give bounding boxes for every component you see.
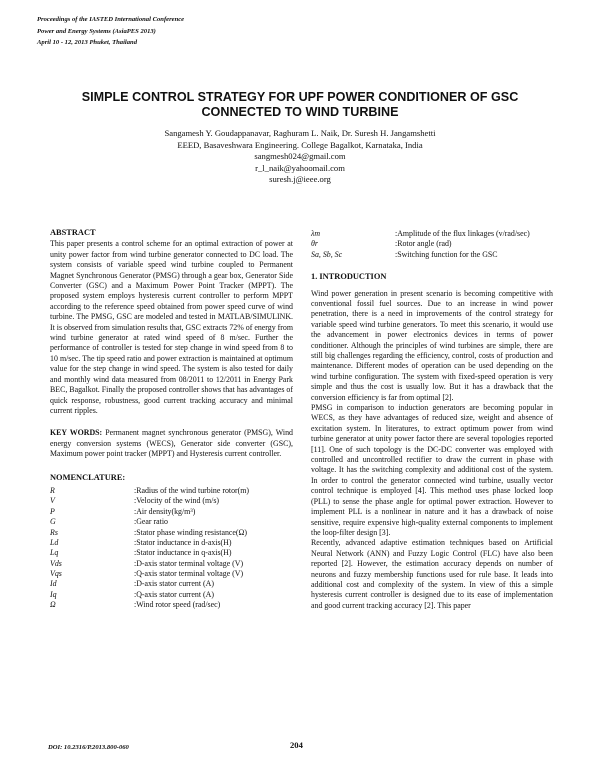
nomenclature-row [50, 590, 293, 600]
nomenclature-definition: :D-axis stator current (A) [134, 579, 214, 589]
nomenclature-definition: :Velocity of the wind (m/s) [134, 496, 220, 506]
nomenclature-symbol: Ld [50, 537, 59, 547]
nomenclature-symbol: Vqs [50, 569, 62, 579]
nomenclature-symbol: Sa, Sb, Sc [311, 249, 343, 259]
keywords-text: Permanent magnet synchronous generator (PMSG), Wind energy conversion systems (WECS), Generator side converter (GSC), Maximum power point tracker (MPPT) and Hysteresis current controller. [50, 428, 293, 459]
introduction-heading: 1. INTRODUCTION [311, 272, 387, 282]
nomenclature-row [50, 569, 293, 579]
nomenclature-definition: :Radius of the wind turbine rotor(m) [134, 485, 250, 495]
nomenclature-definition: :Wind rotor speed (rad/sec) [134, 600, 221, 610]
header-line-2: Power and Energy Systems (AsiaPES 2013) [37, 27, 156, 35]
nomenclature-definition: :Air density(kg/m³) [134, 506, 196, 516]
introduction-paragraph-3: Recently, advanced adaptive estimation techniques based on Artificial Neural Network (ANN) and Fuzzy Logic Control (FLC) have also been reported [2]. However, the estimation accuracy depends on number of neurons and fuzzy membership functions used for rule base. It leads into additional cost and complexity of the system. In view of this a simple hysteresis current controller is designed due to its ease of implementation and good current tracking accuracy [2]. This paper [311, 538, 553, 610]
author-affiliation: EEED, Basaveshwara Engineering. College Bagalkot, Karnataka, India [177, 139, 423, 150]
nomenclature-row [50, 538, 293, 548]
nomenclature-definition: :Q-axis stator terminal voltage (V) [134, 569, 244, 579]
nomenclature-row [50, 548, 293, 558]
author-names: Sangamesh Y. Goudappanavar, Raghuram L. Naik, Dr. Suresh H. Jangamshetti [164, 128, 436, 138]
nomenclature-definition: :Rotor angle (rad) [395, 239, 452, 249]
nomenclature-symbol: Id [50, 579, 57, 589]
right-column [311, 229, 553, 611]
title-line-2: CONNECTED TO WIND TURBINE [201, 105, 399, 119]
nomenclature-list [50, 486, 293, 611]
nomenclature-heading: NOMENCLATURE: [50, 472, 126, 482]
nomenclature-symbol: R [50, 485, 55, 495]
nomenclature-symbol: θr [311, 239, 318, 249]
left-column [50, 228, 293, 611]
nomenclature-definition: :Gear ratio [134, 517, 168, 527]
nomenclature-row [50, 528, 293, 538]
keywords [50, 428, 293, 459]
author-block [90, 128, 510, 186]
nomenclature-row [50, 517, 293, 527]
author-email-1: sangmesh024@gmail.com [254, 151, 346, 161]
nomenclature-definition: :Stator inductance in d-axis(H) [134, 537, 232, 547]
nomenclature-symbol: Lq [50, 548, 59, 558]
abstract-text: This paper presents a control scheme for an optimal extraction of power at unity power factor from wind turbine generator connected to DC load. The system consists of variable speed wind turbine coupled to Permanent Magnet Synchronous Generator (PMSG) through a gear box, Generator Side Converter (GSC) and a Maximum Power Point Tracker (MPPT). The proposed system employs hysteresis current controller to perform MPPT according to the reference speed obtained from power speed curve of wind turbine. The PMSG, GSC are modeled and tested in MATLAB/SIMULINK. It is observed from simulation results that, GSC extracts 72% of energy from wind turbine generator at rated wind speed of 8 m/sec. Further the performance of controller is tested for step change in wind speed from 8 to 10 m/sec. The tip speed ratio and power extraction is maintained at optimum value for the step change in wind speed. The system is also tested for daily and monthly wind data measured from 08/2011 to 12/2011 in Energy Park BEC, Bagalkot. Finally the proposed controller shows that has advantages of quick response, robustness, good current tracking accuracy and minimal current ripples. [50, 239, 293, 415]
author-email-2: r_l_naik@yahoomail.com [255, 162, 345, 173]
nomenclature-definition: :Stator phase winding resistance(Ω) [134, 527, 248, 537]
nomenclature-symbol: P [50, 506, 55, 516]
nomenclature-definition: :Stator inductance in q-axis(H) [134, 548, 232, 558]
introduction-paragraph-2: PMSG in comparison to induction generators are becoming popular in WECS, as they have advantages of reduced size, weight and absence of excitation system. In literatures, to extract optimum power from wind turbine generator at unity power factor there are several topologies reported [11]. One of such topology is the DC-DC converter was employed with controlled and uncontrolled rectifier to draw the current in phase with voltage. It has the switching complexity and additional cost of the system. In order to control the generator connected wind turbine, usually vector control technique is employed [4]. This method uses phase locked loop (PLL) to sense the phase angle for optimal power extraction. However to implement PLL is a nonlinear in nature and it has a drawback of noise sensitive, require expensive high-quality external components to implement the loop-filter design [3]. [311, 403, 553, 537]
nomenclature-row [311, 239, 553, 249]
nomenclature-symbol: Ω [50, 600, 56, 610]
nomenclature-symbol: V [50, 496, 55, 506]
page-number: 204 [290, 740, 303, 750]
nomenclature-row [50, 496, 293, 506]
nomenclature-symbol: Vds [50, 558, 62, 568]
header-line-1: Proceedings of the IASTED International Conference [37, 16, 185, 23]
nomenclature-row [50, 486, 293, 496]
nomenclature-row [311, 229, 553, 239]
conference-header [37, 14, 184, 49]
paper-title [40, 90, 560, 120]
nomenclature-definition: :Q-axis stator current (A) [134, 589, 214, 599]
nomenclature-row [50, 507, 293, 517]
keywords-label: KEY WORDS: [50, 428, 103, 438]
nomenclature-row [50, 600, 293, 610]
header-line-3: April 10 - 12, 2013 Phuket, Thailand [37, 39, 138, 46]
nomenclature-definition: :Amplitude of the flux linkages (v/rad/sec) [395, 229, 530, 238]
footer-doi: DOI: 10.2316/P.2013.800-060 [48, 744, 129, 751]
nomenclature-definition: :D-axis stator terminal voltage (V) [134, 558, 244, 568]
introduction-paragraph-1: Wind power generation in present scenario is becoming competitive with conventional fossil fuel sources. Due to an increase in wind power penetration, there is a need in improvements of the control strategy for variable speed wind turbine generators. To meet this scenario, it would use the advancement in power electronics devices in terms of power conditioner. Although the principles of wind turbines are simple, there are still big challenges regarding the efficiency, control, costs of production and maintenance. Different modes of operation can be used depending on the wind turbine configuration. The system with fixed-speed operation is very simple and thus the cost is usually low. But it has a drawback that the conversion efficiency is far from optimal [2]. [311, 288, 553, 402]
title-line-1: SIMPLE CONTROL STRATEGY FOR UPF POWER CONDITIONER OF GSC [81, 90, 519, 104]
nomenclature-row [311, 250, 553, 260]
nomenclature-symbol: G [50, 517, 56, 527]
nomenclature-row [50, 579, 293, 589]
nomenclature-list-continued [311, 229, 553, 260]
nomenclature-symbol: Iq [50, 589, 57, 599]
nomenclature-symbol: Rs [50, 527, 58, 537]
author-email-3: suresh.j@ieee.org [269, 174, 331, 184]
nomenclature-row [50, 559, 293, 569]
abstract-heading: ABSTRACT [50, 228, 96, 237]
nomenclature-symbol: λm [311, 229, 321, 238]
nomenclature-definition: :Switching function for the GSC [395, 249, 498, 259]
